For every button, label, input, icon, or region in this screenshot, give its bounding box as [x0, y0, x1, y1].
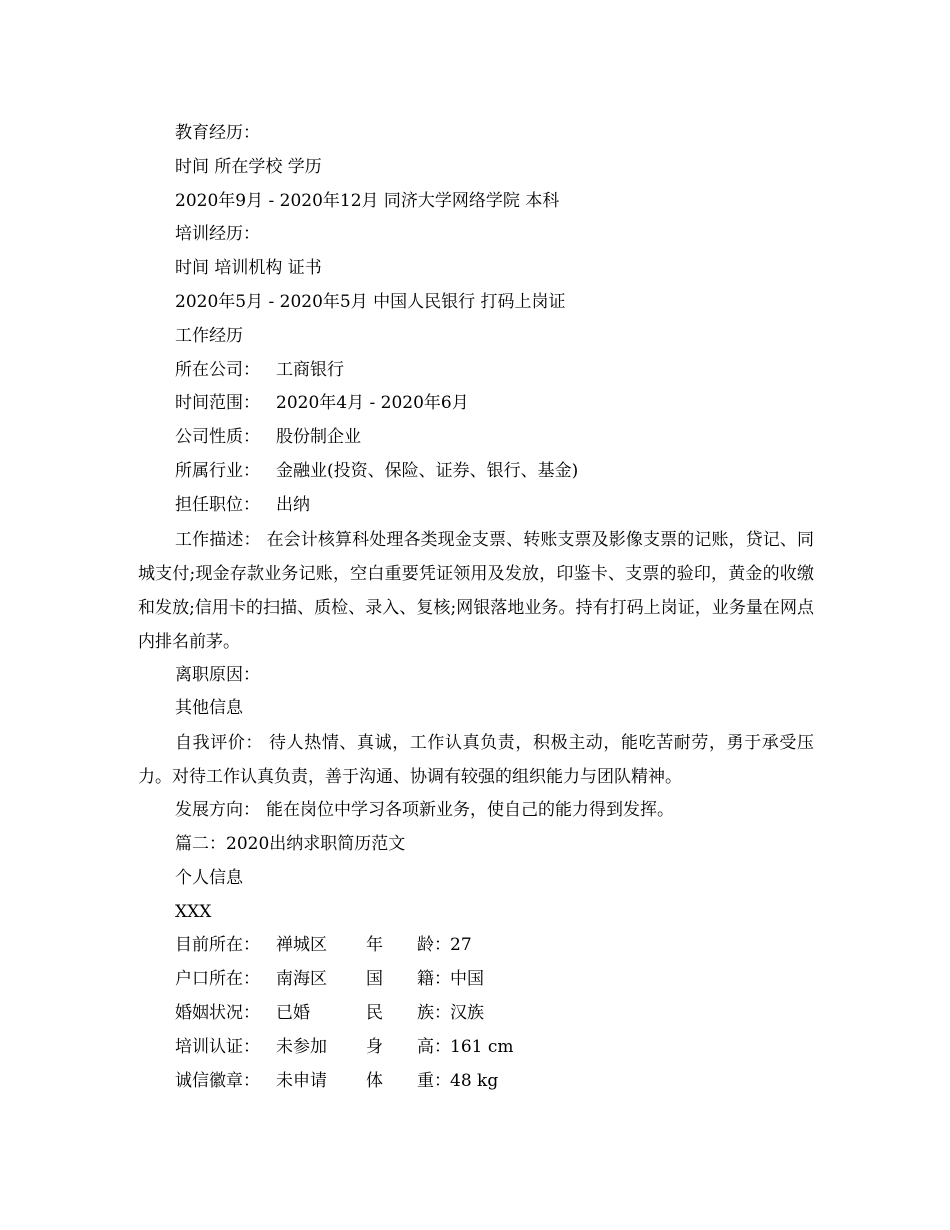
work-period	[138, 387, 814, 421]
personal-label-2: 身 高：	[366, 1036, 451, 1057]
work-description-value: 在会计核算科处理各类现金支票、转账支票及影像支票的记账，贷记、同城支付;现金存款业务记账，空白重要凭证领用及发放，印鉴卡、支票的验印，黄金的收缴和发放;信用卡的扫描、质检、录入、复核;网银落地业务。持有打码上岗证，业务量在网点内排名前茅。	[138, 529, 815, 652]
work-nature	[138, 421, 814, 455]
personal-label: 户口所在：	[175, 969, 260, 990]
personal-label-2: 民 族：	[366, 1002, 451, 1023]
work-title: 工作经历	[175, 325, 243, 346]
work-description-label: 工作描述：	[175, 529, 261, 550]
personal-label: 诚信徽章：	[175, 1070, 260, 1091]
work-nature-value: 股份制企业	[276, 427, 361, 448]
personal-info-title: 个人信息	[175, 867, 243, 888]
resume-content	[138, 117, 814, 1098]
training-title: 培训经历：	[175, 224, 260, 245]
personal-value-2: 27	[450, 935, 472, 956]
work-company-label: 所在公司：	[175, 359, 260, 380]
personal-value-2: 48 kg	[450, 1070, 499, 1091]
personal-label: 婚姻状况：	[175, 1002, 260, 1023]
personal-label: 培训认证：	[175, 1036, 260, 1057]
personal-label-2: 体 重：	[366, 1070, 451, 1091]
work-industry-label: 所属行业：	[175, 460, 260, 481]
personal-value-2: 中国	[450, 969, 484, 990]
personal-row	[138, 997, 814, 1031]
education-row: 2020年9月 - 2020年12月 同济大学网络学院 本科	[175, 190, 560, 211]
other-info-title: 其他信息	[175, 698, 243, 719]
self-evaluation-label: 自我评价：	[175, 733, 263, 754]
work-period-value: 2020年4月 - 2020年6月	[276, 393, 469, 414]
work-industry-value: 金融业(投资、保险、证券、银行、基金)	[276, 460, 579, 481]
leave-reason: 离职原因：	[175, 664, 260, 685]
personal-value: 未参加	[276, 1036, 327, 1057]
personal-value: 未申请	[276, 1070, 327, 1091]
training-header: 时间 培训机构 证书	[175, 258, 322, 279]
work-industry	[138, 455, 814, 489]
personal-label-2: 年 龄：	[366, 935, 451, 956]
personal-value: 禅城区	[276, 935, 327, 956]
self-evaluation	[138, 726, 814, 794]
development-direction-label: 发展方向：	[175, 800, 260, 821]
work-company-value: 工商银行	[276, 359, 344, 380]
work-position-label: 担任职位：	[175, 494, 260, 515]
development-direction-value: 能在岗位中学习各项新业务，使自己的能力得到发挥。	[266, 800, 674, 821]
work-period-label: 时间范围：	[175, 393, 260, 414]
work-description	[138, 523, 814, 659]
part2-title: 篇二：2020出纳求职简历范文	[175, 833, 406, 854]
work-nature-label: 公司性质：	[175, 427, 260, 448]
work-company	[138, 354, 814, 388]
personal-row	[138, 929, 814, 963]
self-evaluation-value: 待人热情、真诚，工作认真负责，积极主动，能吃苦耐劳，勇于承受压力。对待工作认真负责，善于沟通、协调有较强的组织能力与团队精神。	[138, 733, 814, 788]
work-position-value: 出纳	[276, 494, 310, 515]
personal-value-2: 汉族	[450, 1002, 484, 1023]
personal-row	[138, 1065, 814, 1099]
candidate-name: XXX	[175, 901, 212, 922]
personal-label-2: 国 籍：	[366, 969, 451, 990]
personal-value-2: 161 cm	[450, 1036, 514, 1057]
education-title: 教育经历：	[175, 123, 260, 143]
training-row: 2020年5月 - 2020年5月 中国人民银行 打码上岗证	[175, 291, 566, 312]
personal-row	[138, 1031, 814, 1065]
personal-row	[138, 963, 814, 997]
personal-value: 南海区	[276, 969, 327, 990]
personal-value: 已婚	[276, 1002, 310, 1023]
personal-label: 目前所在：	[175, 935, 260, 956]
development-direction	[138, 794, 814, 828]
work-position	[138, 489, 814, 523]
education-header: 时间 所在学校 学历	[175, 156, 322, 177]
